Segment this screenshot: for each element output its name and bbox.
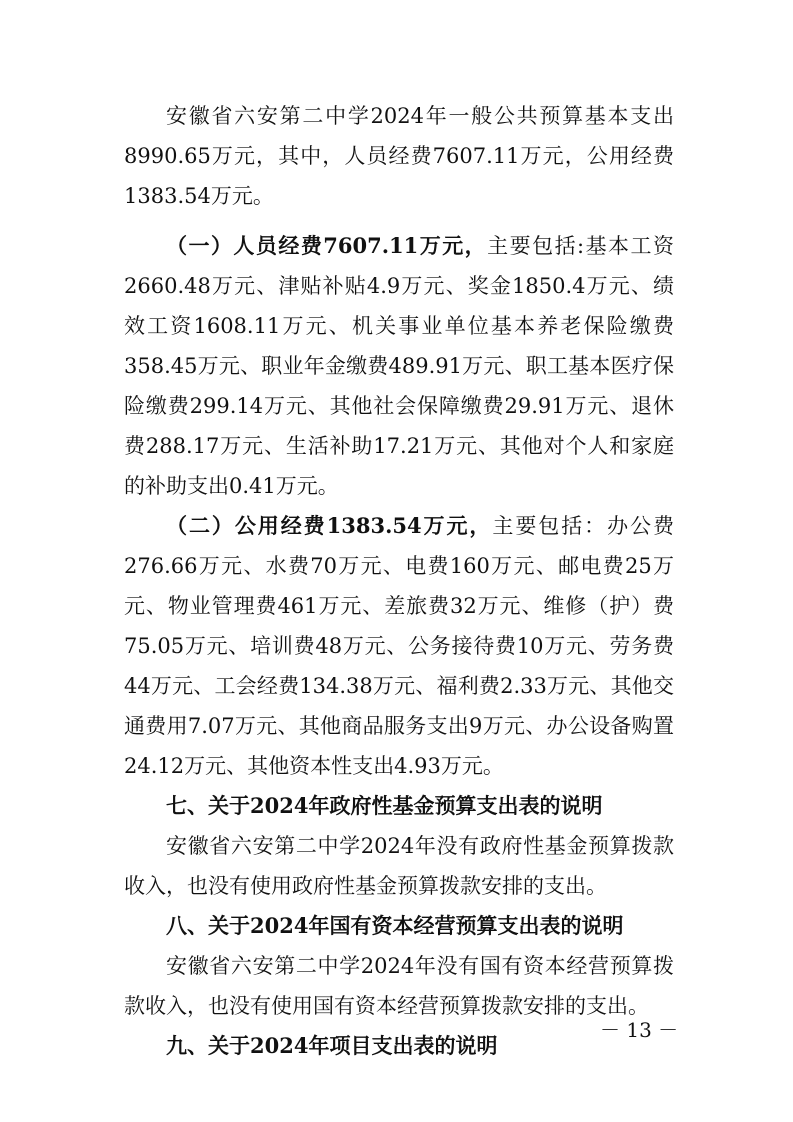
section-8-text: 安徽省六安第二中学2024年没有国有资本经营预算拨款收入，也没有使用国有资本经营预算拨款安排的支出。 xyxy=(124,954,674,1018)
public-expenses-heading: （二）公用经费1383.54万元， xyxy=(166,513,493,538)
public-expenses-text: 主要包括：办公费276.66万元、水费70万元、电费160万元、邮电费25万元、物业管理费461万元、差旅费32万元、维修（护）费75.05万元、培训费48万元、公务接待费10万元、劳务费44万元、工会经费134.38万元、福利费2.33万元、其他交通费用7.07万元、其他商品服务支出9万元、办公设备购置24.12万元、其他资本性支出4.93万元。 xyxy=(124,514,675,778)
paragraph-public-expenses xyxy=(124,506,674,786)
document-page xyxy=(124,96,674,1066)
page-number: － 13 － xyxy=(600,1018,679,1042)
section-7-text: 安徽省六安第二中学2024年没有政府性基金预算拨款收入，也没有使用政府性基金预算拨款安排的支出。 xyxy=(124,834,674,898)
paragraph-basic-expenditure: 安徽省六安第二中学2024年一般公共预算基本支出8990.65万元，其中，人员经费7607.11万元，公用经费1383.54万元。 xyxy=(124,104,674,208)
section-9-heading: 九、关于2024年项目支出表的说明 xyxy=(166,1033,498,1058)
section-7-heading: 七、关于2024年政府性基金预算支出表的说明 xyxy=(166,793,603,818)
personnel-expenses-text: 主要包括:基本工资2660.48万元、津贴补贴4.9万元、奖金1850.4万元、绩效工资1608.11万元、机关事业单位基本养老保险缴费358.45万元、职业年金缴费489.91万元、职工基本医疗保险缴费299.14万元、其他社会保障缴费29.91万元、退休费288.17万元、生活补助17.21万元、其他对个人和家庭的补助支出0.41万元。 xyxy=(124,234,674,498)
personnel-expenses-heading: （一）人员经费7607.11万元， xyxy=(166,233,488,258)
paragraph-personnel-expenses xyxy=(124,226,674,506)
section-8-heading: 八、关于2024年国有资本经营预算支出表的说明 xyxy=(166,913,624,938)
